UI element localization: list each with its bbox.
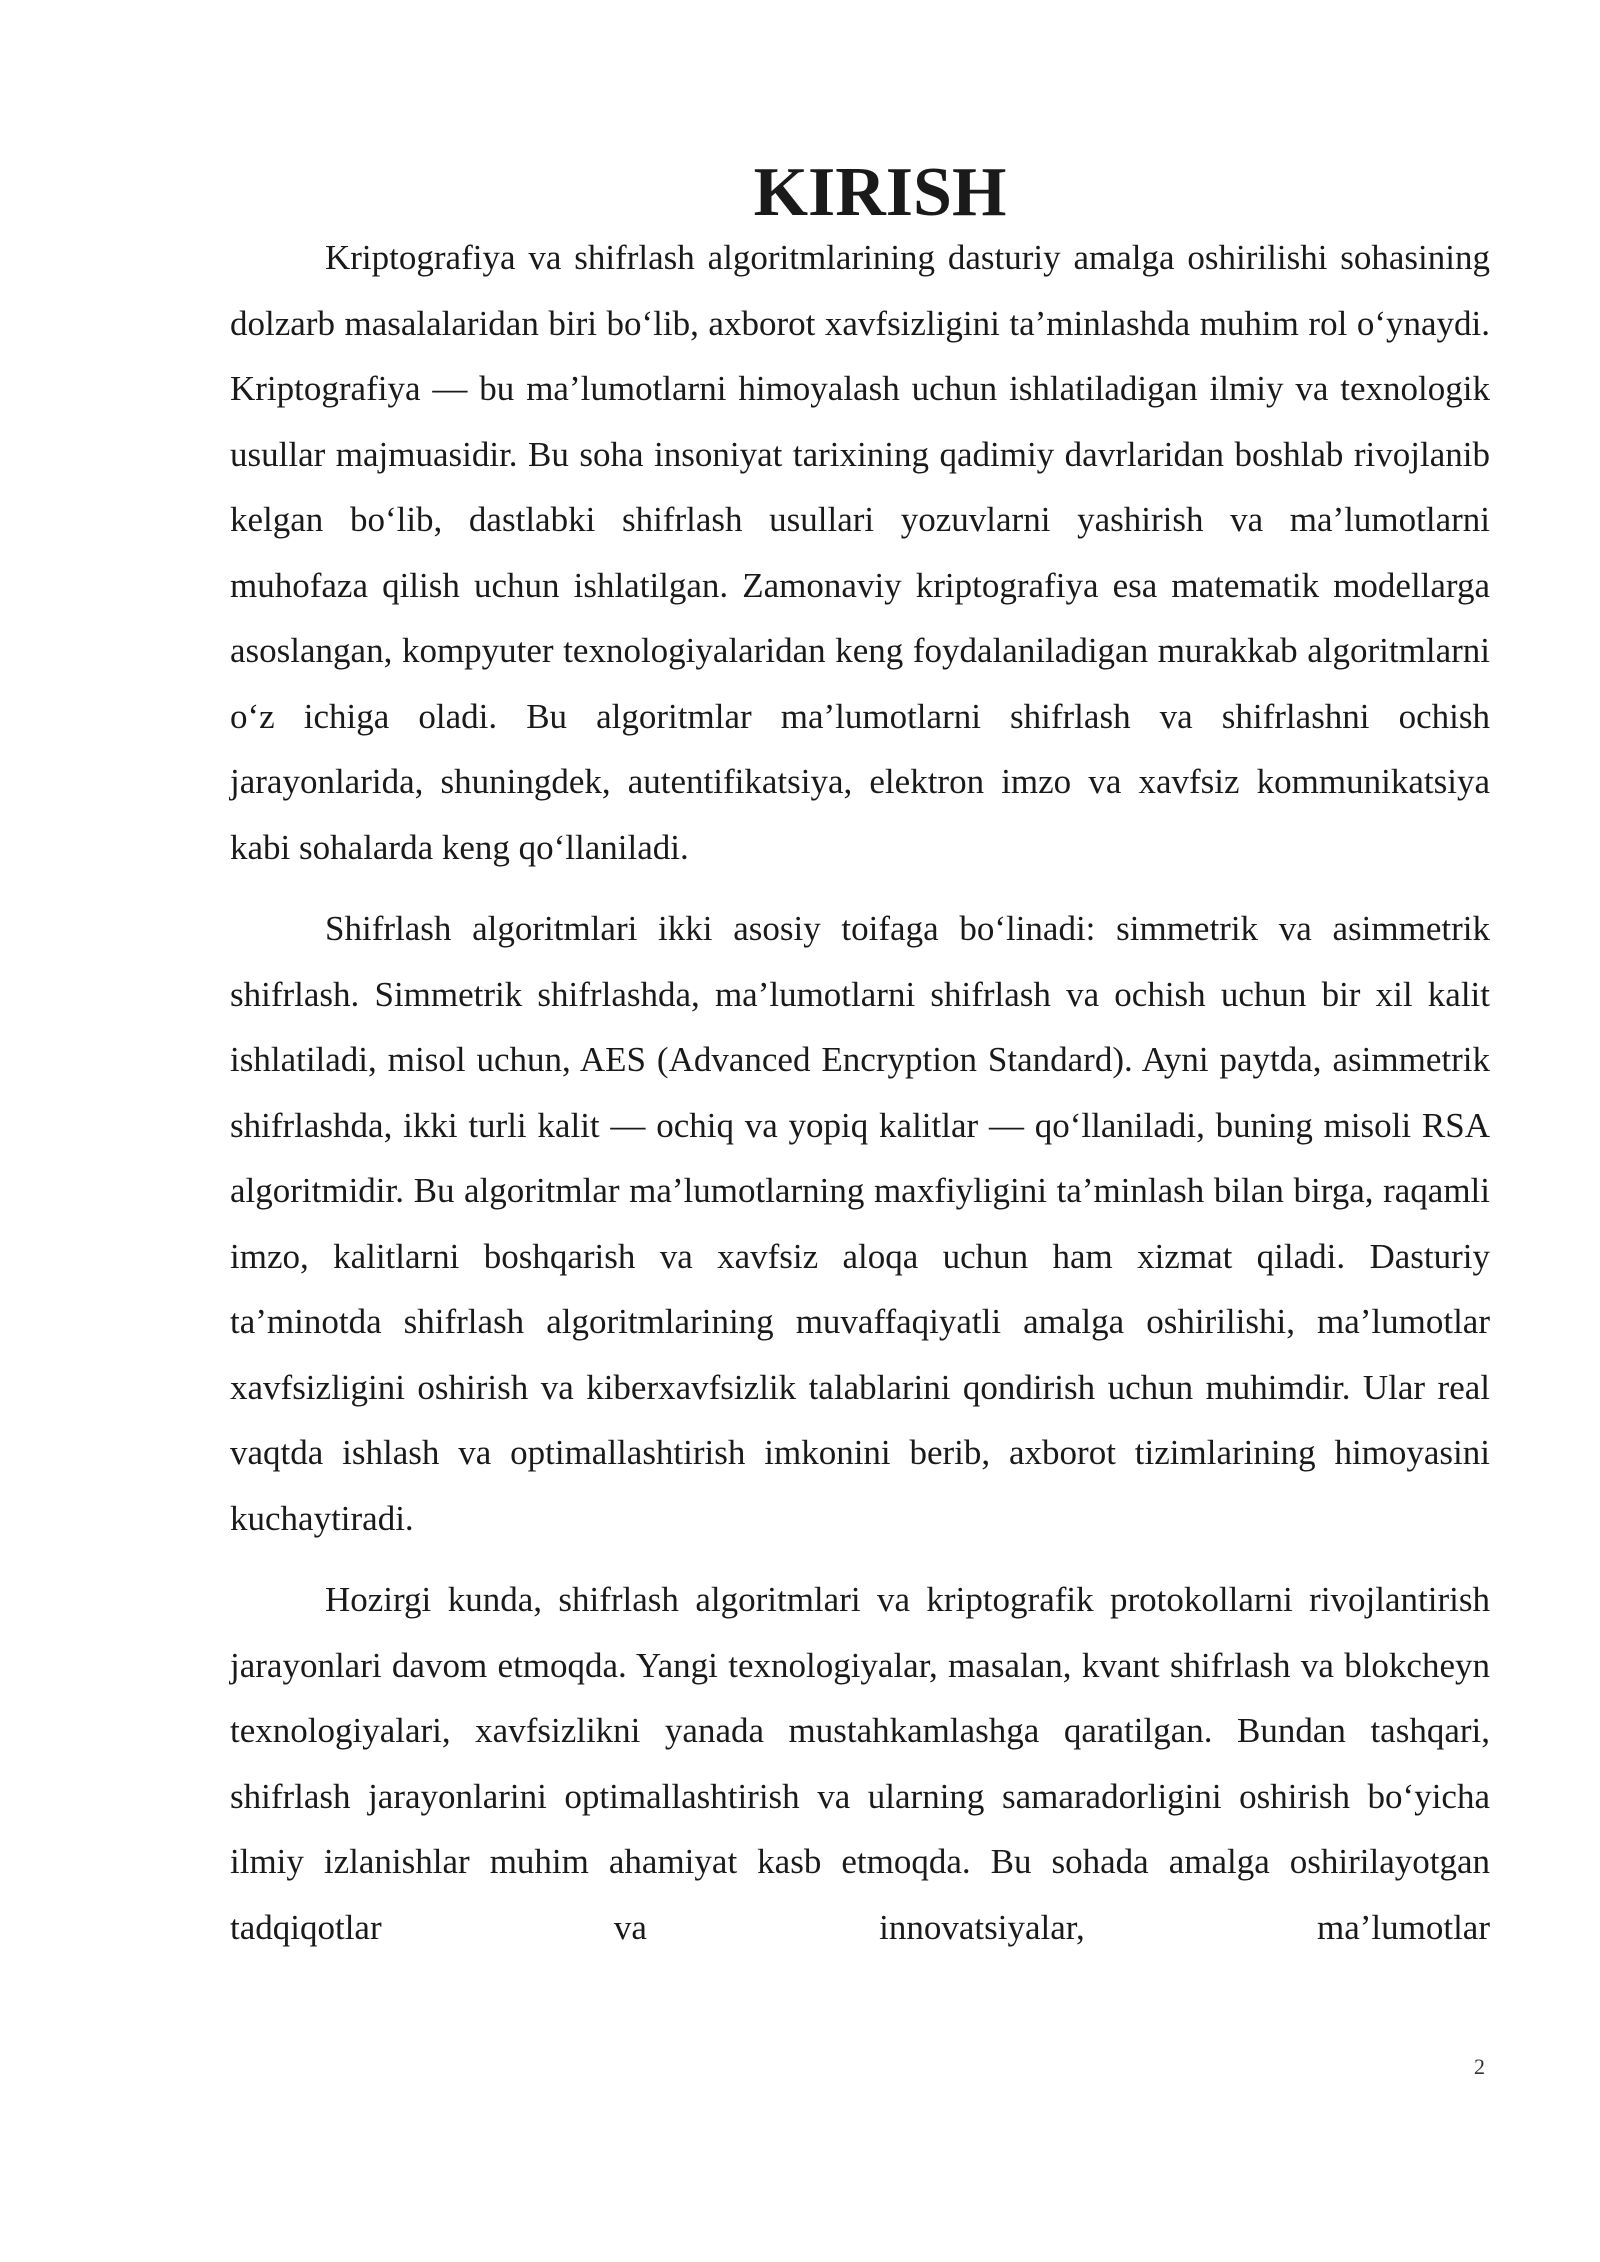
paragraph-1: Kriptografiya va shifrlash algoritmlarining dasturiy amalga oshirilishi sohasining dolzarb masalalaridan biri bo‘lib, axborot xavfsizligini ta’minlashda muhim rol o‘ynaydi. Kriptografiya — bu ma’lumotlarni himoyalash uchun ishlatiladigan ilmiy va texnologik usullar majmuasidir. Bu soha insoniyat tarixining qadimiy davrlaridan boshlab rivojlanib kelgan bo‘lib, dastlabki shifrlash usullari yozuvlarni yashirish va ma’lumotlarni muhofaza qilish uchun ishlatilgan. Zamonaviy kriptografiya esa matematik modellarga asoslangan, kompyuter texnologiyalaridan keng foydalaniladigan murakkab algoritmlarni o‘z ichiga oladi. Bu algoritmlar ma’lumotlarni shifrlash va shifrlashni ochish jarayonlarida, shuningdek, autentifikatsiya, elektron imzo va xavfsiz kommunikatsiya kabi sohalarda keng qo‘llaniladi. [230,238,1490,867]
page-number: 2 [1474,2054,1485,2079]
page-title: KIRISH [753,154,1007,231]
paragraph-2: Shifrlash algoritmlari ikki asosiy toifaga bo‘linadi: simmetrik va asimmetrik shifrlash. Simmetrik shifrlashda, ma’lumotlarni shifrlash va ochish uchun bir xil kalit ishlatiladi, misol uchun, AES (Advanced Encryption Standard). Ayni paytda, asimmetrik shifrlashda, ikki turli kalit — ochiq va yopiq kalitlar — qo‘llaniladi, buning misoli RSA algoritmidir. Bu algoritmlar ma’lumotlarning maxfiyligini ta’minlash bilan birga, raqamli imzo, kalitlarni boshqarish va xavfsiz aloqa uchun ham xizmat qiladi. Dasturiy ta’minotda shifrlash algoritmlarining muvaffaqiyatli amalga oshirilishi, ma’lumotlar xavfsizligini oshirish va kiberxavfsizlik talablarini qondirish uchun muhimdir. Ular real vaqtda ishlash va optimallashtirish imkonini berib, axborot tizimlarining himoyasini kuchaytiradi. [230,909,1490,1538]
paragraph-3: Hozirgi kunda, shifrlash algoritmlari va kriptografik protokollarni rivojlantirish jarayonlari davom etmoqda. Yangi texnologiyalar, masalan, kvant shifrlash va blokcheyn texnologiyalari, xavfsizlikni yanada mustahkamlashga qaratilgan. Bundan tashqari, shifrlash jarayonlarini optimallashtirish va ularning samaradorligini oshirish bo‘yicha ilmiy izlanishlar muhim ahamiyat kasb etmoqda. Bu sohada amalga oshirilayotgan tadqiqotlar va innovatsiyalar, ma’lumotlar [230,1580,1490,1947]
page-body [230,154,1490,1976]
